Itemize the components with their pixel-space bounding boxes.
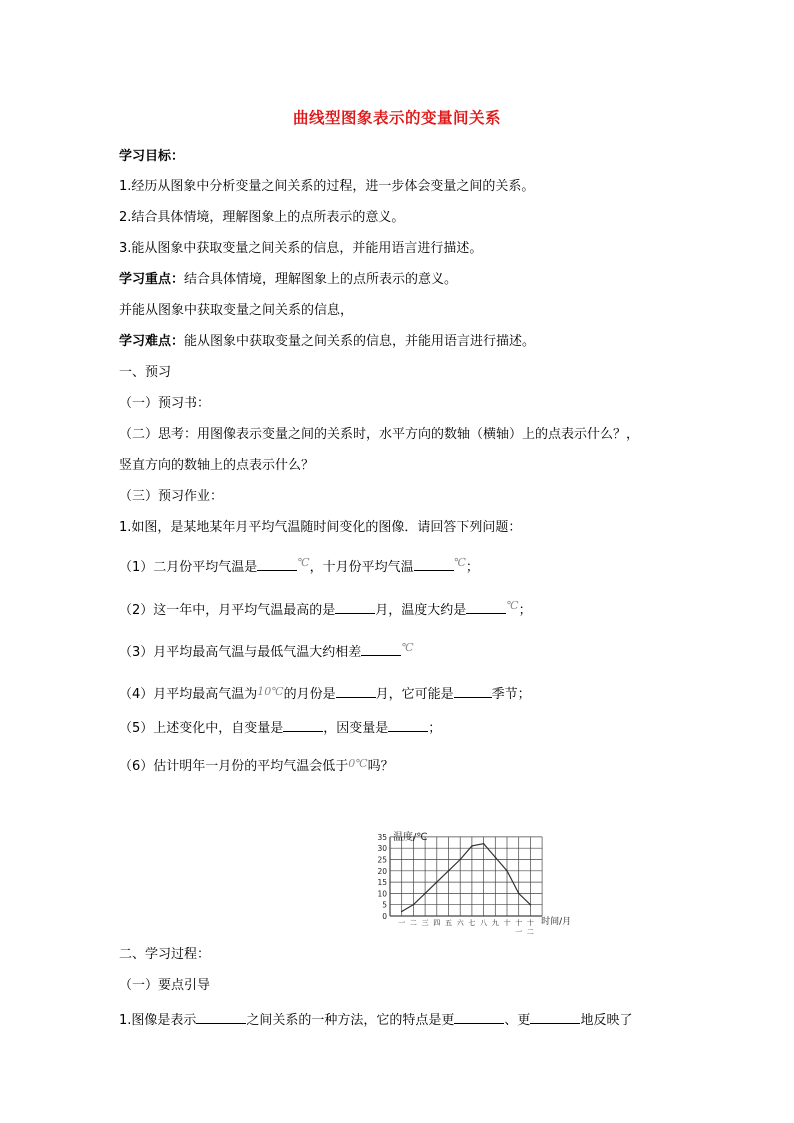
question-3 bbox=[119, 642, 414, 662]
objectives-heading: 学习目标： bbox=[119, 149, 185, 164]
question-4-text-b: 的月份是 bbox=[283, 687, 336, 702]
x-tick-label: 二 bbox=[526, 928, 534, 936]
unit-celsius: ℃ bbox=[506, 599, 519, 612]
section2-p1-text-d: 地反映了 bbox=[580, 1013, 633, 1028]
y-tick-label: 0 bbox=[382, 912, 387, 921]
key-point bbox=[119, 271, 457, 289]
question-2-text-b: 月，温度大约是 bbox=[375, 603, 467, 618]
section2-sub1: （一）要点引导 bbox=[119, 978, 211, 993]
section2-heading: 二、学习过程： bbox=[119, 947, 211, 962]
x-tick-label: 一 bbox=[398, 919, 406, 927]
objective-item-1: 1.经历从图象中分析变量之间关系的过程，进一步体会变量之间的关系。 bbox=[119, 179, 535, 194]
page-title: 曲线型图象表示的变量间关系 bbox=[292, 109, 501, 127]
temperature-point bbox=[483, 843, 485, 845]
unit-celsius: ℃ bbox=[401, 641, 414, 654]
y-tick-label: 25 bbox=[377, 855, 387, 865]
question-6-text-b: 吗？ bbox=[367, 759, 394, 774]
question-1 bbox=[119, 557, 479, 577]
answer-blank[interactable] bbox=[454, 1010, 504, 1024]
section1-sub1: （一）预习书： bbox=[119, 396, 211, 411]
question-4-text-c: 月，它可能是 bbox=[375, 687, 454, 702]
answer-blank[interactable] bbox=[196, 1010, 246, 1024]
answer-blank[interactable] bbox=[257, 557, 297, 571]
question-4-text-d: 季节； bbox=[491, 687, 531, 702]
x-tick-label: 三 bbox=[421, 919, 429, 927]
temperature-point bbox=[495, 856, 497, 858]
section1-q1: 1.如图，是某地某年月平均气温随时间变化的图像．请回答下列问题： bbox=[119, 520, 522, 535]
question-5-text-a: （5）上述变化中，自变量是 bbox=[119, 721, 284, 736]
question-5-text-b: ，因变量是 bbox=[323, 721, 389, 736]
temperature-point bbox=[506, 870, 508, 872]
x-tick-label: 九 bbox=[491, 919, 499, 927]
temperature-point bbox=[401, 911, 403, 913]
temperature-point bbox=[424, 893, 426, 895]
x-tick-label: 二 bbox=[409, 919, 417, 927]
question-4-text-a: （4）月平均最高气温为 bbox=[119, 687, 258, 702]
question-2 bbox=[119, 600, 532, 620]
difficulty-text: 能从图象中获取变量之间关系的信息，并能用语言进行描述。 bbox=[184, 334, 536, 349]
x-tick-label: 四 bbox=[433, 919, 441, 927]
answer-blank[interactable] bbox=[361, 642, 401, 656]
temperature-point bbox=[459, 859, 461, 861]
key-point-heading: 学习重点： bbox=[119, 272, 185, 287]
answer-blank[interactable] bbox=[454, 684, 492, 698]
section2-p1-text-c: 、更 bbox=[504, 1013, 531, 1028]
temperature-point bbox=[436, 881, 438, 883]
section2-p1 bbox=[119, 1010, 632, 1030]
question-6 bbox=[119, 758, 394, 776]
answer-blank[interactable] bbox=[283, 718, 323, 732]
key-point-text: 结合具体情境，理解图象上的点所表示的意义。 bbox=[184, 272, 458, 287]
section2-p1-text-a: 1.图像是表示 bbox=[119, 1013, 197, 1028]
answer-blank[interactable] bbox=[388, 718, 428, 732]
x-tick-label: 十 bbox=[503, 919, 511, 927]
section1-sub2-line1: （二）思考：用图像表示变量之间的关系时，水平方向的数轴（横轴）上的点表示什么？， bbox=[119, 427, 640, 442]
x-tick-label: 六 bbox=[456, 919, 464, 927]
y-tick-label: 10 bbox=[377, 889, 387, 899]
temperature-0c: 0℃ bbox=[348, 757, 368, 770]
x-tick-label: 七 bbox=[468, 919, 476, 927]
y-tick-label: 20 bbox=[377, 866, 387, 876]
x-tick-label: 十 bbox=[515, 919, 523, 927]
objective-item-2: 2.结合具体情境，理解图象上的点所表示的意义。 bbox=[119, 210, 405, 225]
y-tick-label: 15 bbox=[377, 878, 387, 888]
temperature-point bbox=[471, 845, 473, 847]
question-6-text-a: （6）估计明年一月份的平均气温会低于 bbox=[119, 759, 349, 774]
temperature-point bbox=[413, 904, 415, 906]
temperature-point bbox=[518, 893, 520, 895]
semicolon: ； bbox=[465, 560, 479, 575]
answer-blank[interactable] bbox=[335, 600, 375, 614]
y-tick-label: 30 bbox=[377, 844, 387, 854]
question-3-text: （3）月平均最高气温与最低气温大约相差 bbox=[119, 645, 362, 660]
section2-p1-text-b: 之间关系的一种方法，它的特点是更 bbox=[246, 1013, 455, 1028]
temperature-series-line bbox=[402, 844, 531, 912]
temperature-point bbox=[530, 904, 532, 906]
question-5 bbox=[119, 718, 441, 738]
unit-celsius: ℃ bbox=[453, 556, 466, 569]
section1-heading: 一、预习 bbox=[119, 365, 172, 380]
unit-celsius: ℃ bbox=[297, 556, 310, 569]
y-axis-label: 温度/℃ bbox=[393, 831, 428, 843]
difficulty bbox=[119, 333, 535, 351]
semicolon: ； bbox=[428, 721, 442, 736]
section1-sub2-line2: 竖直方向的数轴上的点表示什么？ bbox=[119, 458, 315, 473]
y-tick-label: 5 bbox=[382, 900, 387, 910]
answer-blank[interactable] bbox=[466, 600, 506, 614]
temperature-point bbox=[448, 870, 450, 872]
x-tick-label: 八 bbox=[480, 919, 488, 927]
question-1-text-b: ，十月份平均气温 bbox=[309, 560, 414, 575]
question-4 bbox=[119, 684, 531, 704]
section1-sub3: （三）预习作业： bbox=[119, 489, 224, 504]
key-point-text-2: 并能从图象中获取变量之间关系的信息， bbox=[119, 303, 354, 318]
question-2-text-a: （2）这一年中，月平均气温最高的是 bbox=[119, 603, 336, 618]
x-tick-label: 一 bbox=[515, 928, 523, 936]
x-tick-label: 五 bbox=[445, 919, 452, 927]
difficulty-heading: 学习难点： bbox=[119, 334, 185, 349]
semicolon: ； bbox=[518, 603, 532, 618]
x-axis-label: 时间/月 bbox=[541, 917, 572, 927]
temperature-10c: 10℃ bbox=[257, 685, 284, 698]
y-tick-label: 35 bbox=[377, 832, 387, 842]
objective-item-3: 3.能从图象中获取变量之间关系的信息，并能用语言进行描述。 bbox=[119, 241, 483, 256]
temperature-chart bbox=[368, 812, 630, 936]
answer-blank[interactable] bbox=[336, 684, 376, 698]
answer-blank[interactable] bbox=[530, 1010, 580, 1024]
x-tick-label: 十 bbox=[526, 919, 534, 927]
question-1-text-a: （1）二月份平均气温是 bbox=[119, 560, 258, 575]
answer-blank[interactable] bbox=[414, 557, 454, 571]
